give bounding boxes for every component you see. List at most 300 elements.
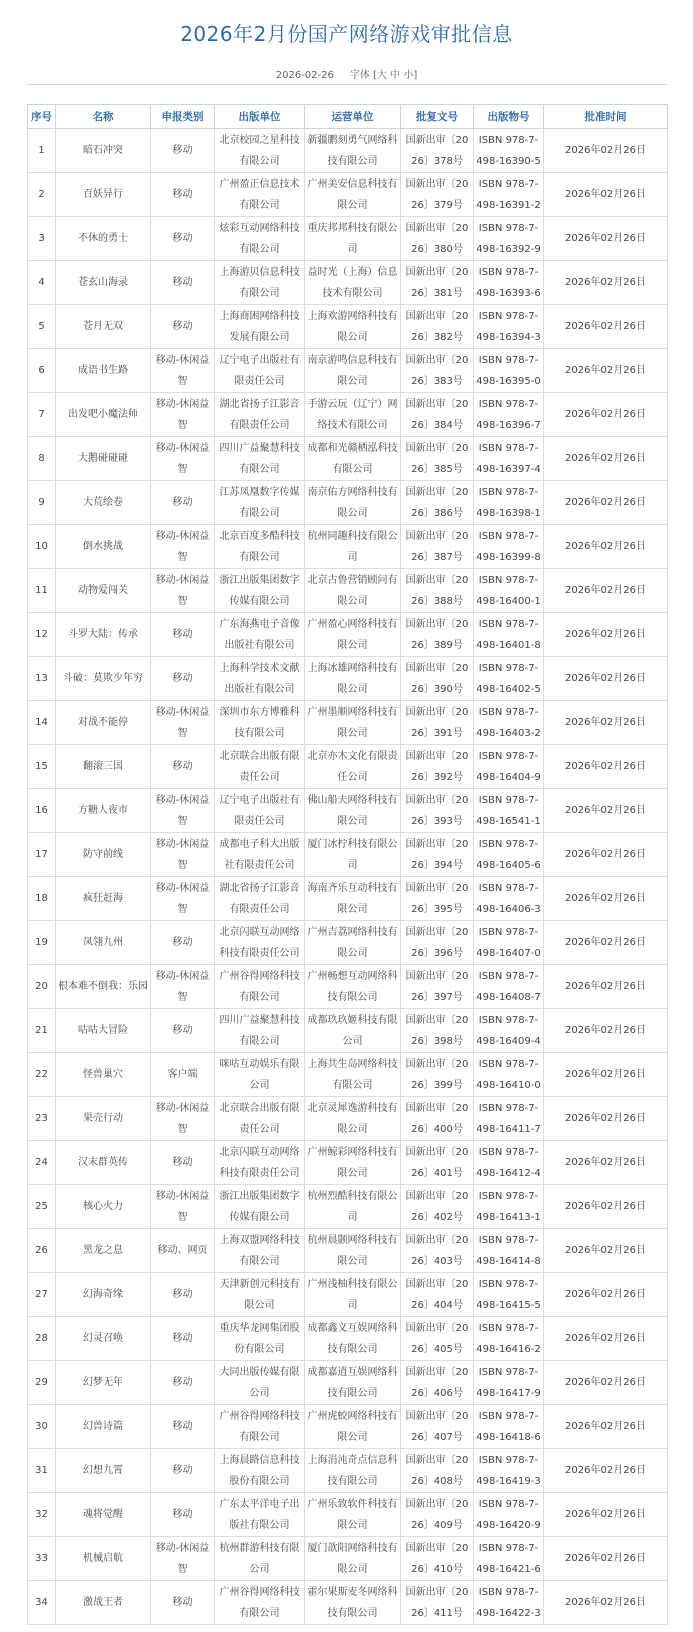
cell-approval-no: 国新出审〔2026〕411号	[401, 1581, 474, 1625]
cell-isbn: ISBN 978-7-498-16416-2	[474, 1317, 544, 1361]
cell-category: 移动	[151, 1317, 215, 1361]
font-size-label: 字体	[349, 70, 370, 81]
cell-approval-no: 国新出审〔2026〕404号	[401, 1273, 474, 1317]
cell-approval-date: 2026年02月26日	[544, 1097, 668, 1141]
cell-name: 对战不能停	[56, 701, 151, 745]
cell-approval-date: 2026年02月26日	[544, 1009, 668, 1053]
cell-index: 34	[28, 1581, 56, 1625]
cell-category: 移动	[151, 1405, 215, 1449]
cell-publisher: 浙江出版集团数字传媒有限公司	[215, 569, 305, 613]
cell-category: 移动-休闲益智	[151, 349, 215, 393]
table-row	[28, 1405, 668, 1449]
cell-publisher: 成都电子科大出版社有限责任公司	[215, 833, 305, 877]
cell-category: 移动	[151, 921, 215, 965]
cell-isbn: ISBN 978-7-498-16418-6	[474, 1405, 544, 1449]
cell-category: 移动-休闲益智	[151, 437, 215, 481]
cell-name: 汉末群英传	[56, 1141, 151, 1185]
cell-index: 31	[28, 1449, 56, 1493]
cell-isbn: ISBN 978-7-498-16391-2	[474, 173, 544, 217]
cell-publisher: 江苏凤凰数字传媒有限公司	[215, 481, 305, 525]
cell-category: 移动	[151, 613, 215, 657]
cell-index: 33	[28, 1537, 56, 1581]
cell-index: 32	[28, 1493, 56, 1537]
cell-approval-date: 2026年02月26日	[544, 965, 668, 1009]
cell-name: 机械启航	[56, 1537, 151, 1581]
cell-approval-no: 国新出审〔2026〕394号	[401, 833, 474, 877]
cell-approval-date: 2026年02月26日	[544, 745, 668, 789]
cell-category: 移动	[151, 305, 215, 349]
table-row	[28, 569, 668, 613]
table-row	[28, 789, 668, 833]
cell-index: 14	[28, 701, 56, 745]
cell-approval-date: 2026年02月26日	[544, 1141, 668, 1185]
cell-name: 黑龙之息	[56, 1229, 151, 1273]
cell-name: 翻滚三国	[56, 745, 151, 789]
cell-approval-date: 2026年02月26日	[544, 349, 668, 393]
cell-index: 20	[28, 965, 56, 1009]
cell-category: 移动	[151, 173, 215, 217]
cell-approval-date: 2026年02月26日	[544, 833, 668, 877]
article-meta	[0, 66, 693, 81]
cell-name: 疯狂赶海	[56, 877, 151, 921]
cell-index: 4	[28, 261, 56, 305]
cell-isbn: ISBN 978-7-498-16402-5	[474, 657, 544, 701]
cell-name: 幻海奇缘	[56, 1273, 151, 1317]
table-row	[28, 1273, 668, 1317]
cell-publisher: 北京百度多酷科技有限公司	[215, 525, 305, 569]
cell-operator: 北京古鲁营销顾问有限公司	[305, 569, 401, 613]
table-body	[28, 129, 668, 1625]
cell-name: 咕咕大冒险	[56, 1009, 151, 1053]
cell-index: 9	[28, 481, 56, 525]
cell-approval-date: 2026年02月26日	[544, 877, 668, 921]
cell-approval-no: 国新出审〔2026〕407号	[401, 1405, 474, 1449]
table-row	[28, 525, 668, 569]
cell-index: 5	[28, 305, 56, 349]
cell-index: 6	[28, 349, 56, 393]
cell-publisher: 重庆华龙网集团股份有限公司	[215, 1317, 305, 1361]
cell-name: 大荒绘卷	[56, 481, 151, 525]
cell-approval-date: 2026年02月26日	[544, 1317, 668, 1361]
cell-approval-date: 2026年02月26日	[544, 1405, 668, 1449]
cell-index: 12	[28, 613, 56, 657]
table-row	[28, 657, 668, 701]
table-row	[28, 1361, 668, 1405]
table-row	[28, 173, 668, 217]
cell-isbn: ISBN 978-7-498-16421-6	[474, 1537, 544, 1581]
cell-operator: 广州畅想互动网络科技有限公司	[305, 965, 401, 1009]
cell-approval-date: 2026年02月26日	[544, 437, 668, 481]
cell-approval-no: 国新出审〔2026〕406号	[401, 1361, 474, 1405]
cell-publisher: 辽宁电子出版社有限责任公司	[215, 789, 305, 833]
cell-name: 成语书生路	[56, 349, 151, 393]
cell-category: 移动	[151, 481, 215, 525]
cell-isbn: ISBN 978-7-498-16419-3	[474, 1449, 544, 1493]
cell-category: 移动	[151, 217, 215, 261]
cell-category: 移动-休闲益智	[151, 701, 215, 745]
cell-name: 凤翎九州	[56, 921, 151, 965]
cell-isbn: ISBN 978-7-498-16399-8	[474, 525, 544, 569]
cell-approval-no: 国新出审〔2026〕386号	[401, 481, 474, 525]
cell-operator: 成都嘉逍互娱网络科技有限公司	[305, 1361, 401, 1405]
cell-name: 怪兽巢穴	[56, 1053, 151, 1097]
cell-category: 移动	[151, 657, 215, 701]
cell-index: 26	[28, 1229, 56, 1273]
cell-index: 25	[28, 1185, 56, 1229]
cell-publisher: 上海商困网络科技发展有限公司	[215, 305, 305, 349]
cell-name: 防守前线	[56, 833, 151, 877]
cell-isbn: ISBN 978-7-498-16412-4	[474, 1141, 544, 1185]
cell-approval-no: 国新出审〔2026〕384号	[401, 393, 474, 437]
cell-publisher: 上海晨路信息科技股份有限公司	[215, 1449, 305, 1493]
cell-publisher: 北京校园之星科技有限公司	[215, 129, 305, 173]
table-row	[28, 305, 668, 349]
cell-approval-no: 国新出审〔2026〕378号	[401, 129, 474, 173]
cell-category: 移动	[151, 1141, 215, 1185]
cell-operator: 上海涓沌奇点信息科技有限公司	[305, 1449, 401, 1493]
cell-isbn: ISBN 978-7-498-16411-7	[474, 1097, 544, 1141]
cell-operator: 新疆鹏刻勇气网络科技有限公司	[305, 129, 401, 173]
cell-approval-date: 2026年02月26日	[544, 1185, 668, 1229]
cell-operator: 成都鑫义互娱网络科技有限公司	[305, 1317, 401, 1361]
cell-category: 移动	[151, 745, 215, 789]
cell-operator: 北京亦木文化有限责任公司	[305, 745, 401, 789]
table-row	[28, 1009, 668, 1053]
cell-approval-no: 国新出审〔2026〕391号	[401, 701, 474, 745]
column-header-operator: 运营单位	[305, 105, 401, 129]
table-header-row	[28, 105, 668, 129]
cell-index: 10	[28, 525, 56, 569]
cell-approval-date: 2026年02月26日	[544, 1537, 668, 1581]
cell-operator: 南京佑方网络科技有限公司	[305, 481, 401, 525]
cell-category: 移动、网页	[151, 1229, 215, 1273]
table-row	[28, 921, 668, 965]
cell-approval-date: 2026年02月26日	[544, 129, 668, 173]
cell-approval-date: 2026年02月26日	[544, 701, 668, 745]
cell-index: 3	[28, 217, 56, 261]
cell-approval-date: 2026年02月26日	[544, 305, 668, 349]
cell-publisher: 北京联合出版有限责任公司	[215, 745, 305, 789]
cell-category: 移动	[151, 1009, 215, 1053]
table-row	[28, 217, 668, 261]
cell-name: 方糖人夜市	[56, 789, 151, 833]
table-row	[28, 349, 668, 393]
cell-publisher: 广州谷得网络科技有限公司	[215, 1405, 305, 1449]
cell-isbn: ISBN 978-7-498-16408-7	[474, 965, 544, 1009]
cell-operator: 广州墨顺网络科技有限公司	[305, 701, 401, 745]
cell-approval-no: 国新出审〔2026〕400号	[401, 1097, 474, 1141]
cell-index: 2	[28, 173, 56, 217]
cell-index: 21	[28, 1009, 56, 1053]
cell-approval-date: 2026年02月26日	[544, 1449, 668, 1493]
cell-isbn: ISBN 978-7-498-16406-3	[474, 877, 544, 921]
cell-approval-no: 国新出审〔2026〕402号	[401, 1185, 474, 1229]
cell-index: 15	[28, 745, 56, 789]
cell-approval-date: 2026年02月26日	[544, 1053, 668, 1097]
table-row	[28, 613, 668, 657]
table-row	[28, 745, 668, 789]
cell-operator: 佛山船夫网络科技有限公司	[305, 789, 401, 833]
cell-isbn: ISBN 978-7-498-16417-9	[474, 1361, 544, 1405]
cell-name: 幻灵召唤	[56, 1317, 151, 1361]
cell-name: 大鹅碰碰碰	[56, 437, 151, 481]
cell-name: 果壳行动	[56, 1097, 151, 1141]
font-size-bracket-close: ]	[413, 70, 418, 81]
table-row	[28, 481, 668, 525]
cell-operator: 成都和光赣栖泓科技有限公司	[305, 437, 401, 481]
cell-operator: 益时光（上海）信息技术有限公司	[305, 261, 401, 305]
cell-name: 百妖异行	[56, 173, 151, 217]
cell-isbn: ISBN 978-7-498-16422-3	[474, 1581, 544, 1625]
cell-name: 不休的勇士	[56, 217, 151, 261]
cell-index: 18	[28, 877, 56, 921]
cell-publisher: 广州谷得网络科技有限公司	[215, 1581, 305, 1625]
cell-category: 移动-休闲益智	[151, 569, 215, 613]
cell-approval-no: 国新出审〔2026〕409号	[401, 1493, 474, 1537]
font-size-small-button[interactable]: 小	[403, 70, 414, 81]
cell-category: 客户端	[151, 1053, 215, 1097]
table-row	[28, 877, 668, 921]
cell-index: 22	[28, 1053, 56, 1097]
cell-isbn: ISBN 978-7-498-16397-4	[474, 437, 544, 481]
cell-category: 移动	[151, 1273, 215, 1317]
cell-index: 16	[28, 789, 56, 833]
cell-approval-date: 2026年02月26日	[544, 173, 668, 217]
column-header-name: 名称	[56, 105, 151, 129]
cell-name: 核心火力	[56, 1185, 151, 1229]
cell-approval-no: 国新出审〔2026〕387号	[401, 525, 474, 569]
table-row	[28, 965, 668, 1009]
cell-approval-no: 国新出审〔2026〕381号	[401, 261, 474, 305]
table-row	[28, 129, 668, 173]
cell-approval-no: 国新出审〔2026〕395号	[401, 877, 474, 921]
cell-approval-no: 国新出审〔2026〕410号	[401, 1537, 474, 1581]
cell-approval-date: 2026年02月26日	[544, 217, 668, 261]
cell-approval-no: 国新出审〔2026〕397号	[401, 965, 474, 1009]
cell-name: 斗罗大陆：传承	[56, 613, 151, 657]
cell-index: 1	[28, 129, 56, 173]
cell-publisher: 大同出版传媒有限公司	[215, 1361, 305, 1405]
cell-name: 动物爱闯关	[56, 569, 151, 613]
approval-table	[27, 104, 668, 1625]
cell-index: 19	[28, 921, 56, 965]
cell-index: 29	[28, 1361, 56, 1405]
cell-operator: 手游云玩（辽宁）网络技术有限公司	[305, 393, 401, 437]
cell-isbn: ISBN 978-7-498-16414-8	[474, 1229, 544, 1273]
column-header-category: 申报类别	[151, 105, 215, 129]
cell-name: 幻想九霄	[56, 1449, 151, 1493]
cell-approval-no: 国新出审〔2026〕398号	[401, 1009, 474, 1053]
cell-name: 斗破：莫欺少年穷	[56, 657, 151, 701]
cell-index: 17	[28, 833, 56, 877]
cell-publisher: 咪咕互动娱乐有限公司	[215, 1053, 305, 1097]
table-row	[28, 393, 668, 437]
cell-publisher: 上海游贝信息科技有限公司	[215, 261, 305, 305]
cell-category: 移动-休闲益智	[151, 877, 215, 921]
cell-publisher: 北京闪联互动网络科技有限责任公司	[215, 1141, 305, 1185]
cell-publisher: 北京闪联互动网络科技有限责任公司	[215, 921, 305, 965]
cell-publisher: 浙江出版集团数字传媒有限公司	[215, 1185, 305, 1229]
table-row	[28, 1537, 668, 1581]
cell-isbn: ISBN 978-7-498-16390-5	[474, 129, 544, 173]
cell-operator: 广州鲸彩网络科技有限公司	[305, 1141, 401, 1185]
cell-category: 移动-休闲益智	[151, 393, 215, 437]
cell-name: 苍玄山海录	[56, 261, 151, 305]
table-row	[28, 1493, 668, 1537]
column-header-approval-date: 批准时间	[544, 105, 668, 129]
cell-isbn: ISBN 978-7-498-16403-2	[474, 701, 544, 745]
cell-operator: 海南齐乐互动科技有限公司	[305, 877, 401, 921]
cell-approval-date: 2026年02月26日	[544, 789, 668, 833]
cell-category: 移动	[151, 1361, 215, 1405]
cell-approval-no: 国新出审〔2026〕383号	[401, 349, 474, 393]
cell-operator: 广州盈心网络科技有限公司	[305, 613, 401, 657]
cell-operator: 上海共生岛网络科技有限公司	[305, 1053, 401, 1097]
column-header-index: 序号	[28, 105, 56, 129]
cell-category: 移动	[151, 1493, 215, 1537]
cell-name: 暗石冲突	[56, 129, 151, 173]
cell-publisher: 湖北省扬子江影音有限责任公司	[215, 877, 305, 921]
cell-name: 倒水挑战	[56, 525, 151, 569]
cell-index: 8	[28, 437, 56, 481]
table-row	[28, 1317, 668, 1361]
cell-publisher: 四川广益聚慧科技有限公司	[215, 437, 305, 481]
cell-publisher: 杭州群游科技有限公司	[215, 1537, 305, 1581]
table-row	[28, 437, 668, 481]
cell-isbn: ISBN 978-7-498-16420-9	[474, 1493, 544, 1537]
cell-isbn: ISBN 978-7-498-16541-1	[474, 789, 544, 833]
column-header-approval-no: 批复文号	[401, 105, 474, 129]
cell-approval-no: 国新出审〔2026〕408号	[401, 1449, 474, 1493]
cell-name: 幻兽诗篇	[56, 1405, 151, 1449]
cell-operator: 广州吉荔网络科技有限公司	[305, 921, 401, 965]
cell-approval-date: 2026年02月26日	[544, 569, 668, 613]
cell-isbn: ISBN 978-7-498-16392-9	[474, 217, 544, 261]
cell-approval-no: 国新出审〔2026〕389号	[401, 613, 474, 657]
table-row	[28, 1097, 668, 1141]
cell-isbn: ISBN 978-7-498-16404-9	[474, 745, 544, 789]
cell-publisher: 湖北省扬子江影音有限责任公司	[215, 393, 305, 437]
cell-isbn: ISBN 978-7-498-16400-1	[474, 569, 544, 613]
cell-category: 移动-休闲益智	[151, 965, 215, 1009]
cell-operator: 杭州同趣科技有限公司	[305, 525, 401, 569]
cell-category: 移动-休闲益智	[151, 833, 215, 877]
cell-isbn: ISBN 978-7-498-16415-5	[474, 1273, 544, 1317]
cell-approval-date: 2026年02月26日	[544, 1361, 668, 1405]
table-row	[28, 1229, 668, 1273]
cell-approval-date: 2026年02月26日	[544, 1229, 668, 1273]
cell-isbn: ISBN 978-7-498-16396-7	[474, 393, 544, 437]
page-title: 2026年2月份国产网络游戏审批信息	[180, 22, 513, 46]
cell-publisher: 上海科学技术文献出版社有限公司	[215, 657, 305, 701]
font-size-medium-button[interactable]: 中	[390, 70, 401, 81]
table-row	[28, 1141, 668, 1185]
cell-operator: 广州美安信息科技有限公司	[305, 173, 401, 217]
cell-category: 移动	[151, 1449, 215, 1493]
table-row	[28, 833, 668, 877]
cell-category: 移动	[151, 129, 215, 173]
cell-isbn: ISBN 978-7-498-16407-0	[474, 921, 544, 965]
table-row	[28, 1581, 668, 1625]
cell-isbn: ISBN 978-7-498-16413-1	[474, 1185, 544, 1229]
cell-isbn: ISBN 978-7-498-16409-4	[474, 1009, 544, 1053]
cell-approval-no: 国新出审〔2026〕392号	[401, 745, 474, 789]
title-divider	[27, 84, 667, 85]
cell-isbn: ISBN 978-7-498-16410-0	[474, 1053, 544, 1097]
cell-name: 苍月无双	[56, 305, 151, 349]
cell-index: 27	[28, 1273, 56, 1317]
cell-publisher: 北京联合出版有限责任公司	[215, 1097, 305, 1141]
table-row	[28, 1185, 668, 1229]
cell-approval-date: 2026年02月26日	[544, 1273, 668, 1317]
font-size-large-button[interactable]: 大	[376, 70, 387, 81]
cell-operator: 广州浅柚科技有限公司	[305, 1273, 401, 1317]
column-header-isbn: 出版物号	[474, 105, 544, 129]
cell-operator: 厦门歆阳网络科技有限公司	[305, 1537, 401, 1581]
cell-operator: 成都玖玖姬科技有限公司	[305, 1009, 401, 1053]
cell-approval-no: 国新出审〔2026〕385号	[401, 437, 474, 481]
cell-approval-date: 2026年02月26日	[544, 261, 668, 305]
cell-operator: 南京游鸣信息科技有限公司	[305, 349, 401, 393]
cell-approval-no: 国新出审〔2026〕396号	[401, 921, 474, 965]
publish-date: 2026-02-26	[275, 70, 334, 81]
cell-approval-date: 2026年02月26日	[544, 613, 668, 657]
cell-operator: 厦门冰柠科技有限公司	[305, 833, 401, 877]
table-row	[28, 1449, 668, 1493]
cell-publisher: 广东海燕电子音像出版社有限公司	[215, 613, 305, 657]
cell-approval-date: 2026年02月26日	[544, 525, 668, 569]
cell-approval-no: 国新出审〔2026〕380号	[401, 217, 474, 261]
cell-approval-date: 2026年02月26日	[544, 657, 668, 701]
cell-category: 移动-休闲益智	[151, 789, 215, 833]
cell-name: 出发吧小魔法师	[56, 393, 151, 437]
cell-approval-no: 国新出审〔2026〕403号	[401, 1229, 474, 1273]
cell-index: 13	[28, 657, 56, 701]
cell-approval-no: 国新出审〔2026〕405号	[401, 1317, 474, 1361]
cell-category: 移动-休闲益智	[151, 1537, 215, 1581]
cell-name: 激战王者	[56, 1581, 151, 1625]
cell-publisher: 四川广益聚慧科技有限公司	[215, 1009, 305, 1053]
cell-name: 根本难不倒我：乐园	[56, 965, 151, 1009]
cell-approval-no: 国新出审〔2026〕399号	[401, 1053, 474, 1097]
font-size-bracket-open: [	[373, 70, 377, 81]
cell-category: 移动-休闲益智	[151, 1097, 215, 1141]
cell-isbn: ISBN 978-7-498-16395-0	[474, 349, 544, 393]
cell-index: 23	[28, 1097, 56, 1141]
table-row	[28, 701, 668, 745]
cell-isbn: ISBN 978-7-498-16393-6	[474, 261, 544, 305]
cell-operator: 北京灵犀逸游科技有限公司	[305, 1097, 401, 1141]
cell-category: 移动-休闲益智	[151, 1185, 215, 1229]
cell-isbn: ISBN 978-7-498-16394-3	[474, 305, 544, 349]
cell-category: 移动	[151, 1581, 215, 1625]
cell-publisher: 广州谷得网络科技有限公司	[215, 965, 305, 1009]
cell-approval-date: 2026年02月26日	[544, 1581, 668, 1625]
cell-isbn: ISBN 978-7-498-16398-1	[474, 481, 544, 525]
cell-category: 移动	[151, 261, 215, 305]
cell-approval-date: 2026年02月26日	[544, 393, 668, 437]
cell-approval-no: 国新出审〔2026〕393号	[401, 789, 474, 833]
cell-approval-date: 2026年02月26日	[544, 481, 668, 525]
cell-publisher: 炫彩互动网络科技有限公司	[215, 217, 305, 261]
cell-index: 24	[28, 1141, 56, 1185]
cell-category: 移动-休闲益智	[151, 525, 215, 569]
cell-name: 魂将觉醒	[56, 1493, 151, 1537]
cell-publisher: 上海双盟网络科技有限公司	[215, 1229, 305, 1273]
cell-operator: 广州乐致软件科技有限公司	[305, 1493, 401, 1537]
cell-operator: 上海冰雄网络科技有限公司	[305, 657, 401, 701]
cell-operator: 霍尔果斯麦冬网络科技有限公司	[305, 1581, 401, 1625]
